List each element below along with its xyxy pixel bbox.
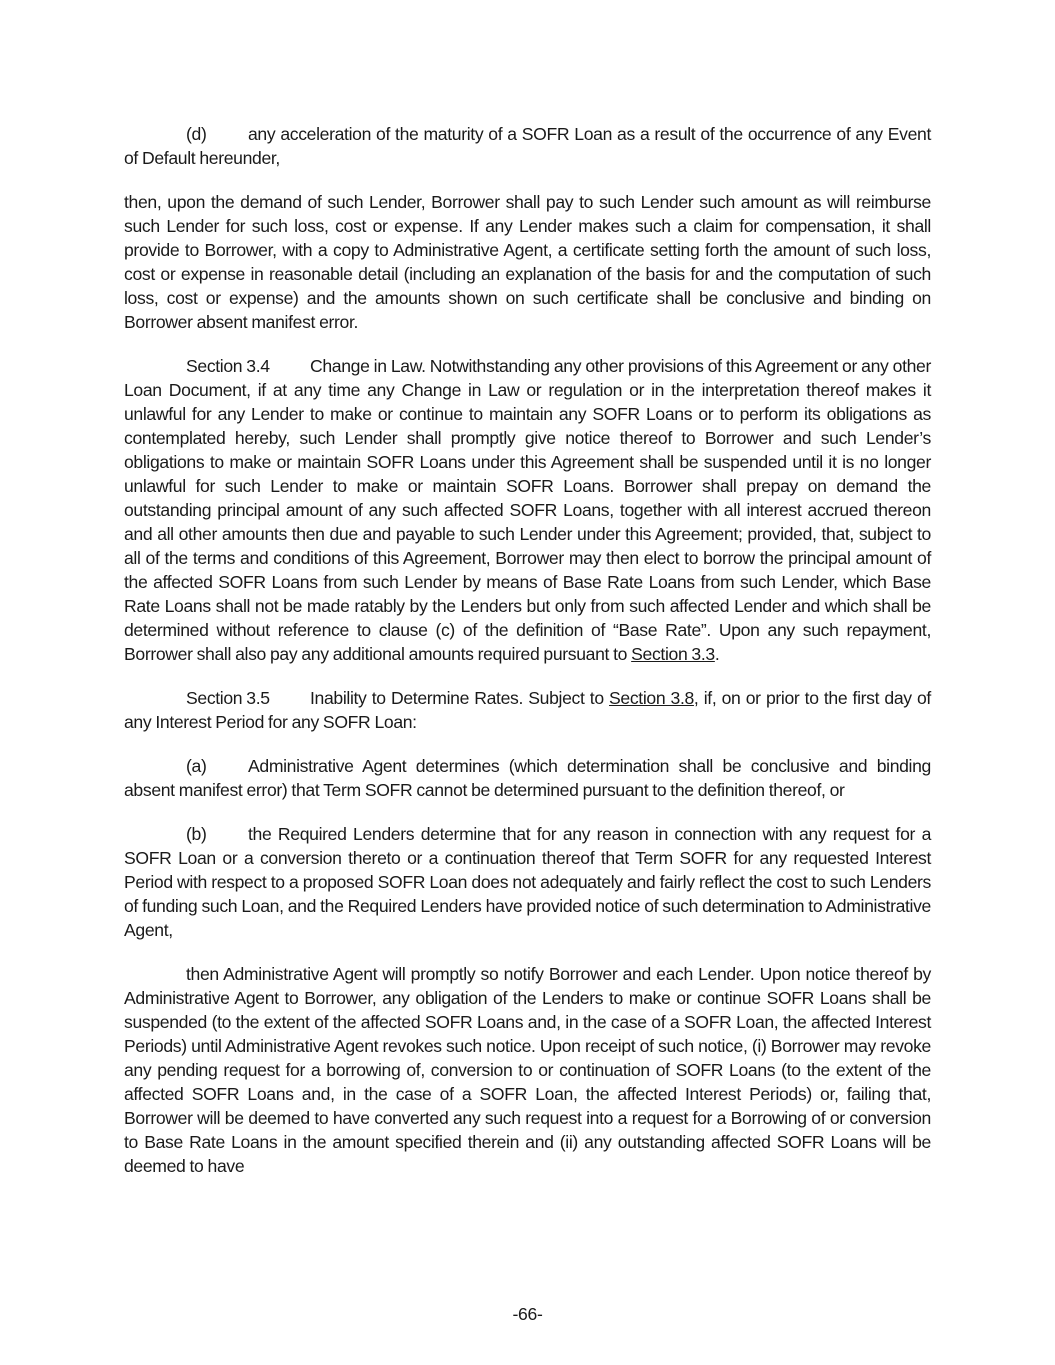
clause-label: (a) — [186, 756, 207, 776]
section-heading: Change in Law. — [310, 356, 426, 376]
document-page — [124, 122, 931, 1198]
clause-text: any acceleration of the maturity of a SOFR Loan as a result of the occurrence of any Event of Default hereunder, — [124, 124, 931, 168]
paragraph-reimbursement — [124, 190, 931, 334]
clause-b — [124, 822, 931, 942]
section-cross-reference: Section 3.8 — [609, 688, 694, 708]
section-text-end: , if, on or prior to the first day of any Interest Period for any SOFR Loan: — [124, 688, 931, 732]
clause-d — [124, 122, 931, 170]
section-number: Section 3.4 — [186, 356, 270, 376]
section-text-end: . — [714, 644, 720, 664]
paragraph-notification — [124, 962, 931, 1178]
clause-label: (b) — [186, 824, 207, 844]
section-number: Section 3.5 — [186, 688, 270, 708]
section-heading: Inability to Determine Rates. — [310, 688, 524, 708]
clause-text: Administrative Agent determines (which determination shall be conclusive and binding absent manifest error) that Term SOFR cannot be determined pursuant to the definition thereof, or — [124, 756, 931, 800]
section-3-4 — [124, 354, 931, 666]
section-text: Notwithstanding any other provisions of this Agreement or any other Loan Document, if at any time any Change in Law or regulation or in the interpretation thereof makes it unlawful for any Lender to make or continue to maintain any SOFR Loans or to perform its obligations as contemplated hereby, such Lender shall promptly give notice thereof to Borrower and such Lender’s obligations to make or maintain SOFR Loans under this Agreement shall be suspended until it is no longer unlawful for such Lender to make or maintain SOFR Loans. Borrower shall prepay on demand the outstanding principal amount of any such affected SOFR Loans, together with all interest accrued thereon and all other amounts then due and payable to such Lender under this Agreement; provided, that, subject to all of the terms and conditions of this Agreement, Borrower may then elect to borrow the principal amount of the affected SOFR Loans from such Lender by means of Base Rate Loans from such Lender, which Base Rate Loans shall not be made ratably by the Lenders but only from such affected Lender and which shall be determined without reference to clause (c) of the definition of “Base Rate”. Upon any such repayment, Borrower shall also pay any additional amounts required pursuant to — [124, 356, 931, 664]
page-number: -66- — [512, 1304, 543, 1324]
clause-a — [124, 754, 931, 802]
paragraph-text: then, upon the demand of such Lender, Borrower shall pay to such Lender such amount as will reimburse such Lender for such loss, cost or expense. If any Lender makes such a claim for compensation, it shall provide to Borrower, with a copy to Administrative Agent, a certificate setting forth the amount of such loss, cost or expense in reasonable detail (including an explanation of the basis for and the computation of such loss, cost or expense) and the amounts shown on such certificate shall be conclusive and binding on Borrower absent manifest error. — [124, 192, 931, 332]
clause-label: (d) — [186, 124, 207, 144]
section-3-5 — [124, 686, 931, 734]
clause-text: the Required Lenders determine that for any reason in connection with any request for a SOFR Loan or a conversion thereto or a continuation thereof that Term SOFR for any requested Interest Period with respect to a proposed SOFR Loan does not adequately and fairly reflect the cost to such Lenders of funding such Loan, and the Required Lenders have provided notice of such determination to Administrative Agent, — [124, 824, 931, 940]
section-cross-reference: Section 3.3 — [631, 644, 715, 664]
section-text: Subject to — [528, 688, 604, 708]
paragraph-text: then Administrative Agent will promptly so notify Borrower and each Lender. Upon notice thereof by Administrative Agent to Borrower, any obligation of the Lenders to make or continue SOFR Loans shall be suspended (to the extent of the affected SOFR Loans and, in the case of a SOFR Loan, the affected Interest Periods) until Administrative Agent revokes such notice. Upon receipt of such notice, (i) Borrower may revoke any pending request for a borrowing of, conversion to or continuation of SOFR Loans (to the extent of the affected SOFR Loans and, in the case of a SOFR Loan, the affected Interest Periods) or, failing that, Borrower will be deemed to have converted any such request into a request for a Borrowing of or conversion to Base Rate Loans in the amount specified therein and (ii) any outstanding affected SOFR Loans will be deemed to have — [124, 964, 931, 1176]
